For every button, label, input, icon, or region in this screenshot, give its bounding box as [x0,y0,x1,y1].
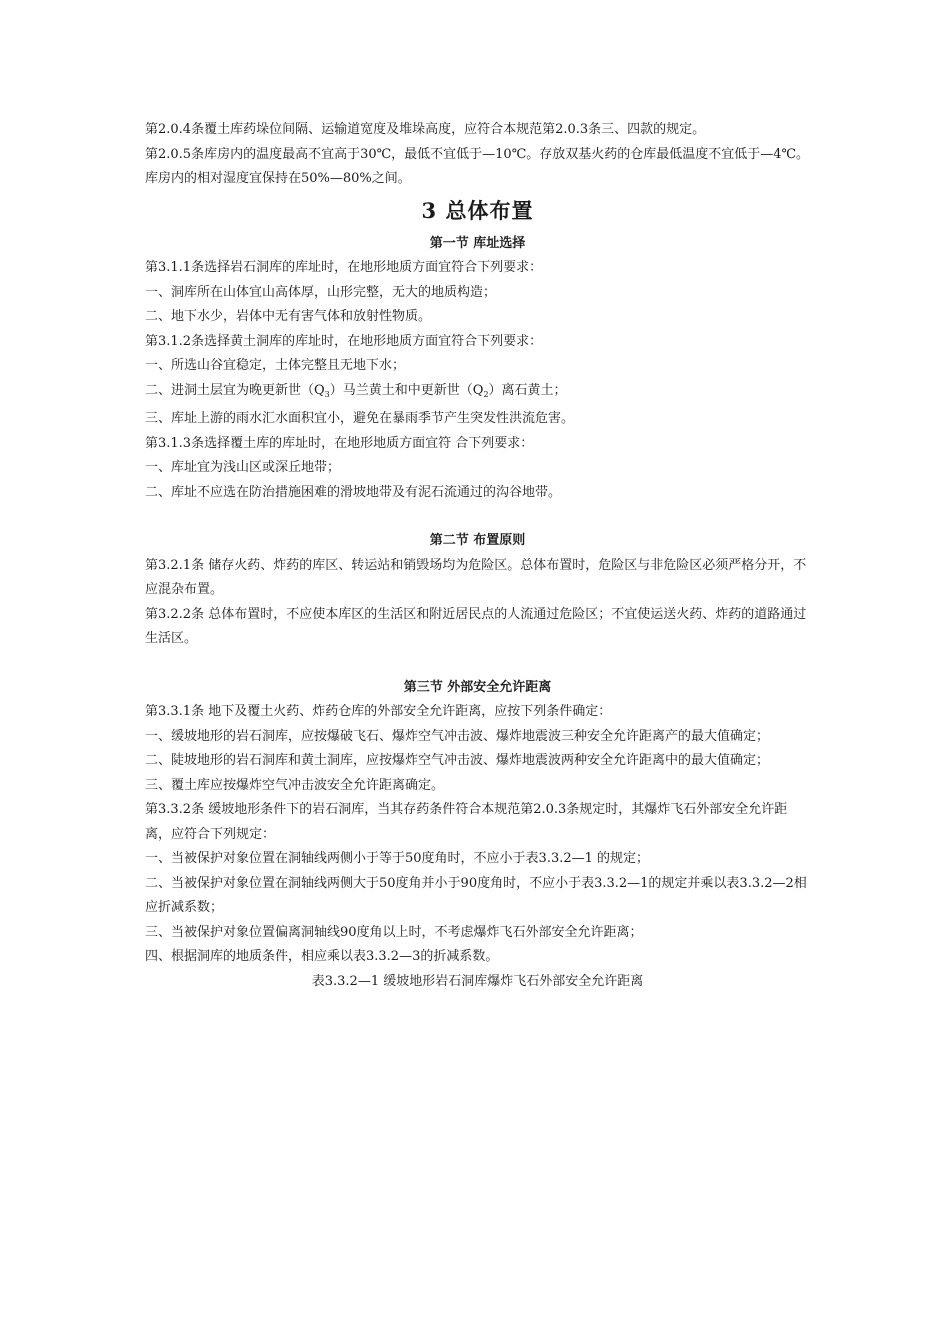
clause-2-0-4: 第2.0.4条覆土库药垛位间隔、运输道宽度及堆垛高度，应符合本规范第2.0.3条三、四款的规定。 [145,122,706,137]
section-2-title: 第二节 布置原则 [429,533,526,548]
clause-3-3-2: 第3.3.2条 缓坡地形条件下的岩石洞库，当其存药条件符合本规范第2.0.3条规定时，其爆炸飞石外部安全允许距离，应符合下列规定： [145,802,788,842]
subscript-q2: 2 [483,389,489,399]
section-1-title: 第一节 库址选择 [429,235,526,251]
chapter-title: 3 总体布置 [421,197,534,223]
clause-3-1-1-item-2: 二、地下水少，岩体中无有害气体和放射性物质。 [145,309,432,324]
loess-text-c: ）离石黄土； [488,382,567,398]
clause-3-1-1-item-1: 一、洞库所在山体宜山高体厚，山形完整，无大的地质构造； [145,284,497,300]
clause-3-1-3-item-1: 一、库址宜为浅山区或深丘地带； [145,460,341,475]
table-caption: 表3.3.2—1 缓坡地形岩石洞库爆炸飞石外部安全允许距离 [311,973,644,989]
section-gap [145,652,810,676]
clause-2-0-5: 第2.0.5条库房内的温度最高不宜高于30℃，最低不宜低于—10℃。存放双基火药的仓库最低温度不宜低于—4℃。库房内的相对湿度宜保持在50%—80%之间。 [145,146,810,186]
clause-3-1-3-item-2: 二、库址不应选在防治措施困难的滑坡地带及有泥石流通过的沟谷地带。 [145,484,562,500]
clause-3-1-2: 第3.1.2条选择黄土洞库的库址时，在地形地质方面宜符合下列要求： [145,333,543,349]
subscript-q3: 3 [324,389,330,399]
clause-3-3-2-item-4: 四、根据洞库的地质条件，相应乘以表3.3.2—3的折减系数。 [145,949,499,964]
clause-3-1-2-item-3: 三、库址上游的雨水汇水面积宜小，避免在暴雨季节产生突发性洪流危害。 [145,411,575,426]
clause-3-3-2-item-2: 二、当被保护对象位置在洞轴线两侧大于50度角并小于90度角时，不应小于表3.3.2—1的规定并乘以表3.3.2—2相应折减系数； [145,875,807,915]
clause-3-2-2: 第3.2.2条 总体布置时，不应使本库区的生活区和附近居民点的人流通过危险区；不宜使运送火药、炸药的道路通过生活区。 [145,606,807,646]
clause-3-1-1: 第3.1.1条选择岩石洞库的库址时，在地形地质方面宜符合下列要求： [145,260,543,275]
clause-3-3-2-item-3: 三、当被保护对象位置偏离洞轴线90度角以上时，不考虑爆炸飞石外部安全允许距离； [145,924,643,940]
loess-text-a: 二、进洞土层宜为晚更新世（Q [145,382,325,398]
clause-3-3-2-item-1: 一、当被保护对象位置在洞轴线两侧小于等于50度角时，不应小于表3.3.2—1 的规定； [145,851,650,866]
document-page [145,118,810,994]
clause-3-1-3: 第3.1.3条选择覆土库的库址时，在地形地质方面宜符 合下列要求： [145,435,534,451]
clause-3-3-1-item-3: 三、覆土库应按爆炸空气冲击波安全允许距离确定。 [145,777,445,793]
loess-text-b: ）马兰黄土和中更新世（Q [329,382,484,398]
clause-3-3-1: 第3.3.1条 地下及覆土火药、炸药仓库的外部安全允许距离，应按下列条件确定： [145,704,612,719]
section-3-title: 第三节 外部安全允许距离 [403,679,552,695]
clause-3-3-1-item-1: 一、缓坡地形的岩石洞库，应按爆破飞石、爆炸空气冲击波、爆炸地震波三种安全允许距离产的最大值确定； [145,728,770,744]
clause-3-2-1: 第3.2.1条 储存火药、炸药的库区、转运站和销毁场均为危险区。总体布置时，危险区与非危险区必须严格分开，不应混杂布置。 [145,557,807,597]
clause-3-1-2-item-1: 一、所选山谷宜稳定，土体完整且无地下水； [145,358,406,373]
clause-3-1-2-item-2 [145,379,810,408]
clause-3-3-1-item-2: 二、陡坡地形的岩石洞库和黄土洞库，应按爆炸空气冲击波、爆炸地震波两种安全允许距离中的最大值确定； [145,753,770,768]
section-gap [145,505,810,529]
